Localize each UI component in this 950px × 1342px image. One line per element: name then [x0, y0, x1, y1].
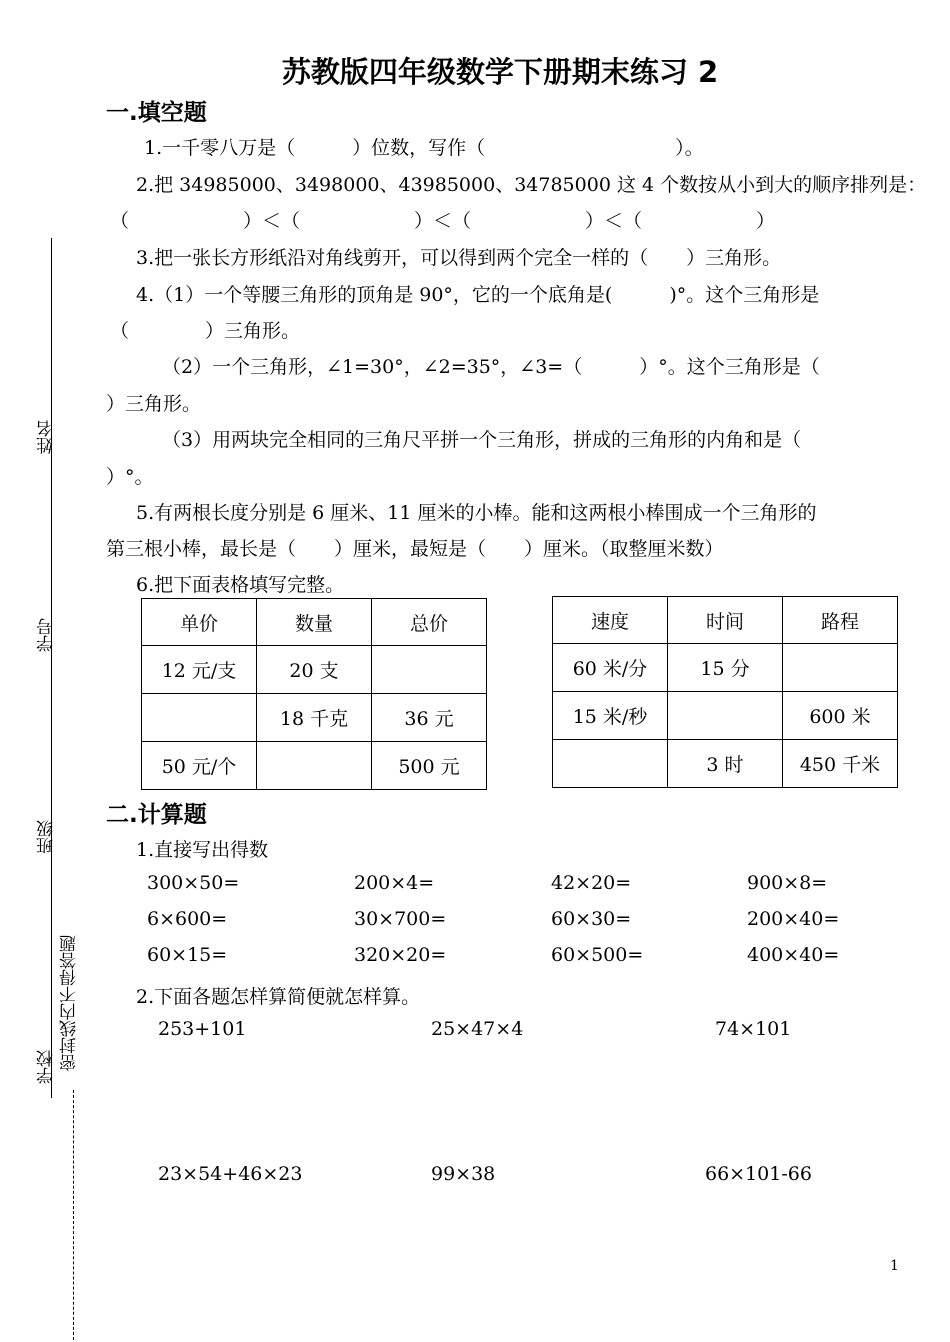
table-header-unit-price: 单价: [142, 599, 257, 646]
table-cell: 12 元/支: [142, 646, 257, 694]
calc-item: 60×15=: [147, 944, 228, 966]
sidebar-seal-notice: 密封线内不得答题: [60, 935, 80, 1071]
calc-item: 300×50=: [147, 872, 240, 894]
table-row: [553, 740, 898, 788]
sidebar-label-school: 学校: [37, 1050, 57, 1084]
table-cell: 18 千克: [257, 694, 372, 742]
page-number: 1: [890, 1258, 899, 1274]
calc-item: 200×4=: [354, 872, 435, 894]
table-cell: 600 米: [783, 692, 898, 740]
calc-item: 6×600=: [147, 908, 228, 930]
sidebar-label-student-id: 学号: [37, 618, 57, 652]
table-cell: 60 米/分: [553, 644, 668, 692]
table-cell: 450 千米: [783, 740, 898, 788]
simple-calc-item: 99×38: [431, 1163, 496, 1185]
simple-calc-item: 23×54+46×23: [158, 1163, 303, 1185]
table-cell: 50 元/个: [142, 742, 257, 790]
table-cell: 36 元: [372, 694, 487, 742]
table-cell: [257, 742, 372, 790]
table-cell: 15 分: [668, 644, 783, 692]
speed-table: [552, 596, 898, 788]
simple-calc-title: 2.下面各题怎样算简便就怎样算。: [136, 986, 421, 1008]
table-row: [553, 692, 898, 740]
simple-calc-item: 253+101: [158, 1018, 247, 1040]
calc-item: 42×20=: [551, 872, 632, 894]
table-row: [553, 597, 898, 644]
table-row: [142, 599, 487, 646]
calc-item: 30×700=: [354, 908, 447, 930]
question-1: 1.一千零八万是（ ）位数，写作（ ）。: [144, 137, 704, 159]
simple-calc-item: 25×47×4: [431, 1018, 524, 1040]
table-cell: [783, 644, 898, 692]
table-header-quantity: 数量: [257, 599, 372, 646]
question-2-line-1: 2.把 34985000、3498000、43985000、34785000 这 4 个数按从小到大的顺序排列是：: [136, 174, 927, 196]
table-row: [142, 742, 487, 790]
simple-calc-item: 66×101-66: [705, 1163, 812, 1185]
question-4-2-line-1: （2）一个三角形，∠1=30°，∠2=35°，∠3=（ ）°。这个三角形是（: [162, 356, 820, 378]
calc-item: 60×30=: [551, 908, 632, 930]
section-heading-fill-blank: 一.填空题: [106, 100, 207, 126]
sidebar-label-name: 姓名: [37, 420, 57, 454]
question-4-1-line-2: （ ）三角形。: [110, 320, 301, 342]
table-row: [142, 694, 487, 742]
calc-item: 200×40=: [747, 908, 840, 930]
table-cell: 20 支: [257, 646, 372, 694]
calc-item: 900×8=: [747, 872, 828, 894]
table-header-distance: 路程: [783, 597, 898, 644]
sidebar-label-class: 班级: [37, 820, 57, 854]
table-cell: 15 米/秒: [553, 692, 668, 740]
table-row: [142, 646, 487, 694]
table-header-time: 时间: [668, 597, 783, 644]
table-cell: 500 元: [372, 742, 487, 790]
table-cell: [372, 646, 487, 694]
question-3: 3.把一张长方形纸沿对角线剪开，可以得到两个完全一样的（ ）三角形。: [136, 247, 782, 269]
binding-line: [51, 238, 52, 1098]
calc-item: 320×20=: [354, 944, 447, 966]
section-heading-calculation: 二.计算题: [106, 802, 207, 828]
question-5-line-1: 5.有两根长度分别是 6 厘米、11 厘米的小棒。能和这两根小棒围成一个三角形的: [136, 502, 817, 524]
table-cell: [668, 692, 783, 740]
question-4-3-line-1: （3）用两块完全相同的三角尺平拼一个三角形，拼成的三角形的内角和是（: [162, 429, 802, 451]
question-5-line-2: 第三根小棒，最长是（ ）厘米，最短是（ ）厘米。（取整厘米数）: [106, 538, 724, 560]
question-4-2-line-2: ）三角形。: [106, 393, 202, 415]
calc-item: 400×40=: [747, 944, 840, 966]
table-row: [553, 644, 898, 692]
calc-item: 60×500=: [551, 944, 644, 966]
table-cell: 3 时: [668, 740, 783, 788]
question-4-3-line-2: ）°。: [106, 466, 154, 488]
table-header-total-price: 总价: [372, 599, 487, 646]
table-header-speed: 速度: [553, 597, 668, 644]
question-6: 6.把下面表格填写完整。: [136, 574, 345, 596]
table-cell: [142, 694, 257, 742]
simple-calc-item: 74×101: [715, 1018, 792, 1040]
table-cell: [553, 740, 668, 788]
question-2-line-2: （ ）＜（ ）＜（ ）＜（ ）: [110, 210, 776, 232]
seal-dashed-line: [73, 1090, 74, 1340]
question-4-1-line-1: 4.（1）一个等腰三角形的顶角是 90°，它的一个底角是( )°。这个三角形是: [136, 284, 820, 306]
direct-calc-title: 1.直接写出得数: [136, 839, 269, 861]
price-table: [141, 598, 487, 790]
page-title: 苏教版四年级数学下册期末练习 2: [281, 55, 719, 89]
